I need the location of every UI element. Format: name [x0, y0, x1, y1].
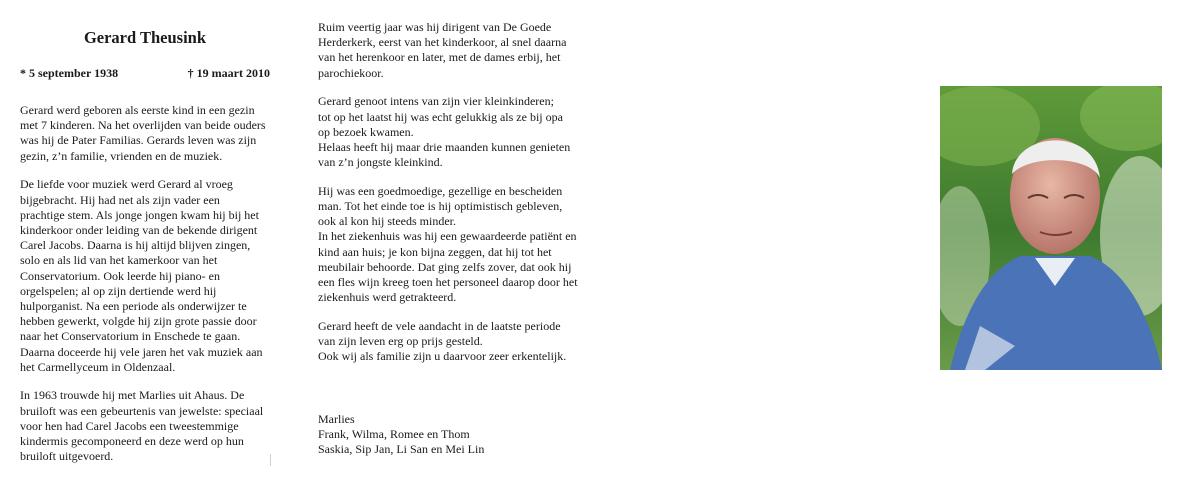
paragraph: Hij was een goedmoedige, gezellige en bescheiden man. Tot het einde toe is hij optimistisch gebleven, ook al kon hij steeds minder. In het ziekenhuis was hij een gewaardeerde patiënt en kind aan huis; je kon bijna zeggen, dat hij tot het meubilair behoorde. Dat ging zelfs zover, dat ook hij een fles wijn kreeg toen het personeel daarop door het ziekenhuis werd getrakteerd. — [318, 183, 578, 305]
portrait-illustration — [940, 86, 1162, 370]
paragraph: Gerard werd geboren als eerste kind in een gezin met 7 kinderen. Na het overlijden van beide ouders was hij de Pater Familias. Gerards leven was zijn gezin, z’n familie, vrienden en de muziek. — [20, 103, 266, 163]
deceased-name: Gerard Theusink — [83, 28, 207, 47]
paragraph: Gerard genoot intens van zijn vier kleinkinderen; tot op het laatst hij was echt gelukkig als ze bij opa op bezoek kwamen. Helaas heeft hij maar drie maanden kunnen genieten van z’n jongste kleinkind. — [318, 94, 571, 170]
fold-mark — [270, 454, 271, 466]
death-date: † 19 maart 2010 — [187, 66, 270, 80]
dates-row — [20, 66, 270, 81]
left-column — [20, 0, 270, 478]
birth-date: * 5 september 1938 — [20, 66, 119, 80]
paragraph: Gerard heeft de vele aandacht in de laatste periode van zijn leven erg op prijs gesteld. Ook wij als familie zijn u daarvoor zeer erkentelijk. — [318, 318, 567, 364]
paragraph: De liefde voor muziek werd Gerard al vroeg bijgebracht. Hij had net als zijn vader een prachtige stem. Als jonge jongen kwam hij bij het kinderkoor onder leiding van de bekende dirigent Carel Jacobs. Daarna is hij altijd blijven zingen, solo en als lid van het kamerkoor van het Conservatorium. Ook leerde hij piano- en orgelspelen; al op zijn dertiende werd hij hulporganist. Na een periode als onderwijzer te hebben gewerkt, volgde hij zijn grote passie door naar het Conservatorium in Enschede te gaan. Daarna doceerde hij vele jaren het vak muziek aan het Carmellyceum in Oldenzaal. — [20, 177, 263, 374]
portrait-photo — [940, 86, 1162, 370]
right-column — [318, 20, 593, 457]
paragraph: In 1963 trouwde hij met Marlies uit Ahaus. De bruiloft was een gebeurtenis van jewelste: speciaal voor hen had Carel Jacobs een tweestemmige kindermis gecomponeerd en deze werd op hun bruiloft uitgevoerd. — [20, 388, 264, 464]
family-signature: Marlies Frank, Wilma, Romee en Thom Saskia, Sip Jan, Li San en Mei Lin — [318, 411, 485, 456]
paragraph: Ruim veertig jaar was hij dirigent van De Goede Herderkerk, eerst van het kinderkoor, al snel daarna van het herenkoor en later, met de dames erbij, het parochiekoor. — [318, 20, 567, 80]
